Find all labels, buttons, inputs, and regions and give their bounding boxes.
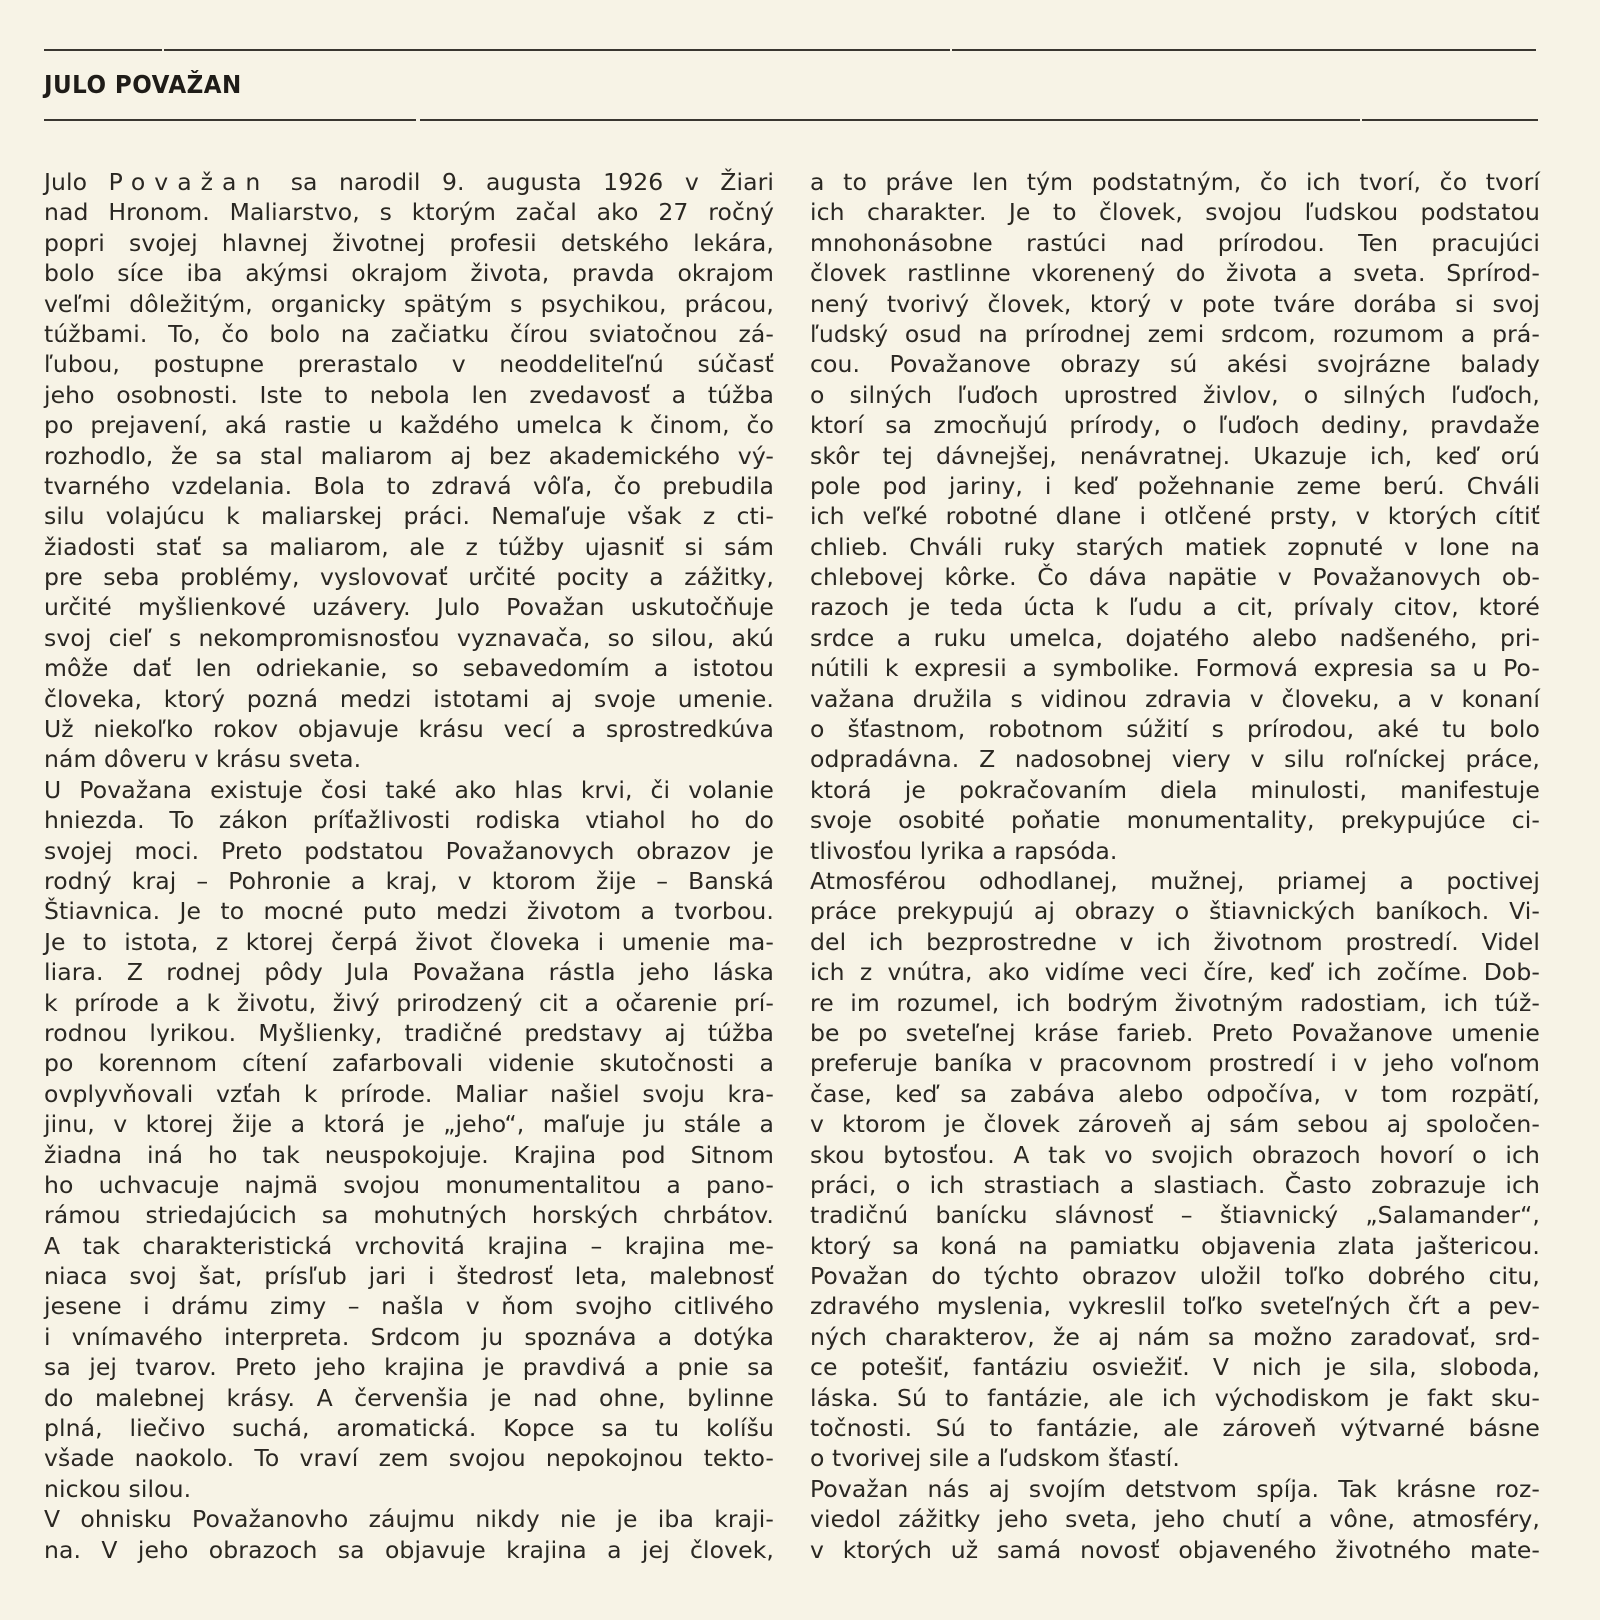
text-line: po prejavení, aká rastie u každého umelca k činom, čo — [44, 411, 774, 440]
text-line: re im rozumel, ich bodrým životným radostiam, ich túž- — [810, 988, 1540, 1017]
top-rule-middle — [164, 49, 950, 51]
text-line: nickou silou. — [44, 1474, 192, 1503]
text-line: po korennom cítení zafarbovali videnie skutočnosti a — [44, 1049, 774, 1078]
text-line: ktorí sa zmocňujú prírody, o ľuďoch dediny, pravdaže — [810, 411, 1540, 440]
text-line: ľudský osud na prírodnej zemi srdcom, rozumom a prá- — [810, 319, 1540, 348]
text-line: skou bytosťou. A tak vo svojich obrazoch hovorí o ich — [810, 1140, 1540, 1169]
bottom-rule-middle — [420, 119, 1360, 121]
text-line: rodnou lyrikou. Myšlienky, tradičné predstavy aj túžba — [44, 1018, 774, 1047]
text-line: všade naokolo. To vraví zem svojou nepokojnou tekto- — [44, 1444, 774, 1473]
text-line: liara. Z rodnej pôdy Jula Považana rástla jeho láska — [44, 958, 774, 987]
text-line: ho uchvacuje najmä svojou monumentalitou a pano- — [44, 1170, 774, 1199]
text-line: nený tvorivý človek, ktorý v pote tváre dorába si svoj — [810, 289, 1540, 318]
text-line: sa jej tvarov. Preto jeho krajina je pravdivá a pnie sa — [44, 1353, 774, 1382]
text-line: veľmi dôležitým, organicky spätým s psychikou, prácou, — [44, 289, 774, 318]
text-line: Julo Považan sa narodil 9. augusta 1926 v Žiari — [44, 168, 775, 196]
text-line: popri svojej hlavnej životnej profesii detského lekára, — [44, 228, 774, 257]
text-line: človek rastlinne vkorenený do života a sveta. Sprírod- — [810, 259, 1540, 288]
text-line: k prírode a k životu, živý prirodzený cit a očarenie prí- — [44, 988, 774, 1017]
text-line: niaca svoj šat, prísľub jari i štedrosť leta, malebnosť — [44, 1262, 774, 1291]
text-line: zdravého myslenia, vykreslil toľko sveteľných čŕt a pev- — [810, 1292, 1540, 1321]
text-line: ce potešiť, fantáziu osviežiť. V nich je sila, sloboda, — [810, 1353, 1540, 1382]
text-line: o silných ľuďoch uprostred živlov, o silných ľuďoch, — [810, 380, 1540, 409]
text-line: môže dať len odriekanie, so sebavedomím a istotou — [44, 654, 774, 683]
text-line: važana družila s vidinou zdravia v človeku, a v konaní — [810, 684, 1540, 713]
text-line: ľubou, postupne prerastalo v neoddeliteľnú súčasť — [44, 350, 774, 379]
text-line: ných charakterov, že aj nám sa možno zaradovať, srd- — [810, 1322, 1540, 1351]
text-line: silu volajúcu k maliarskej práci. Nemaľuje však z cti- — [44, 502, 774, 531]
text-line: cou. Považanove obrazy sú akési svojrázne balady — [810, 350, 1540, 379]
text-line: o šťastnom, robotnom súžití s prírodou, aké tu bolo — [810, 715, 1540, 744]
text-line: v ktorom je človek zároveň aj sám sebou aj spoločen- — [810, 1110, 1540, 1139]
text-line: bolo síce iba akýmsi okrajom života, pravda okrajom — [44, 259, 774, 288]
left-text-column — [44, 167, 774, 1565]
text-line: svoj cieľ s nekompromisnosťou vyznavača, so silou, akú — [44, 623, 774, 652]
text-line: hniezda. To zákon príťažlivosti rodiska vtiahol ho do — [44, 806, 774, 835]
text-line: plná, liečivo suchá, aromatická. Kopce sa tu kolíšu — [44, 1414, 774, 1443]
text-line: práci, o ich strastiach a slastiach. Často zobrazuje ich — [810, 1170, 1540, 1199]
text-line: odpradávna. Z nadosobnej viery v silu roľníckej práce, — [810, 745, 1540, 774]
text-line: Je to istota, z ktorej čerpá život človeka i umenie ma- — [44, 927, 774, 956]
text-line: ovplyvňovali vzťah k prírode. Maliar našiel svoju kra- — [44, 1079, 774, 1108]
text-line: nám dôveru v krásu sveta. — [44, 745, 362, 774]
text-line: preferuje baníka v pracovnom prostredí i v jeho voľnom — [810, 1049, 1540, 1078]
text-line: ktorá je pokračovaním diela minulosti, manifestuje — [810, 775, 1540, 804]
text-line: práce prekypujú aj obrazy o štiavnických baníkoch. Vi- — [810, 897, 1540, 926]
text-line: nútili k expresii a symbolike. Formová expresia sa u Po- — [810, 654, 1540, 683]
text-line: človeka, ktorý pozná medzi istotami aj svoje umenie. — [44, 684, 774, 713]
text-line: del ich bezprostredne v ich životnom prostredí. Videl — [810, 927, 1540, 956]
text-line: jeho osobnosti. Iste to nebola len zvedavosť a túžba — [44, 380, 774, 409]
text-line: a to práve len tým podstatným, čo ich tvorí, čo tvorí — [810, 168, 1540, 196]
text-line: ktorý sa koná na pamiatku objavenia zlata jaštericou. — [810, 1231, 1540, 1260]
text-line: ich z vnútra, ako vidíme veci číre, keď ich zočíme. Dob- — [810, 958, 1540, 987]
text-line: Považan nás aj svojím detstvom spíja. Tak krásne roz- — [810, 1474, 1540, 1503]
top-rule-left — [44, 49, 162, 51]
text-line: tlivosťou lyrika a rapsóda. — [810, 836, 1118, 865]
text-line: svojej moci. Preto podstatou Považanovych obrazov je — [44, 836, 774, 865]
page-title: JULO POVAŽAN — [44, 70, 242, 99]
text-line: žiadosti stať sa maliarom, ale z túžby ujasniť si sám — [44, 532, 774, 561]
text-line: v ktorých už samá novosť objaveného životného mate- — [810, 1535, 1540, 1564]
text-line: be po sveteľnej kráse farieb. Preto Považanove umenie — [810, 1018, 1540, 1047]
text-line: i vnímavého interpreta. Srdcom ju spoznáva a dotýka — [44, 1322, 774, 1351]
text-line: pre seba problémy, vyslovovať určité pocity a zážitky, — [44, 563, 774, 592]
text-line: určité myšlienkové uzávery. Julo Považan uskutočňuje — [44, 593, 774, 622]
text-line: láska. Sú to fantázie, ale ich východiskom je fakt sku- — [810, 1383, 1540, 1412]
bottom-rule-left — [44, 119, 416, 121]
bottom-rule-right — [1362, 119, 1538, 121]
text-line: tradičnú banícku slávnosť – štiavnický „Salamander“, — [810, 1201, 1540, 1230]
text-line: U Považana existuje čosi také ako hlas krvi, či volanie — [44, 775, 774, 804]
text-line: srdce a ruku umelca, dojatého alebo nadšeného, pri- — [810, 623, 1540, 652]
text-line: svoje osobité poňatie monumentality, prekypujúce ci- — [810, 806, 1540, 835]
text-line: Štiavnica. Je to mocné puto medzi životom a tvorbou. — [44, 897, 774, 926]
text-line: chlieb. Chváli ruky starých matiek zopnuté v lone na — [810, 532, 1540, 561]
text-line: mnohonásobne rastúci nad prírodou. Ten pracujúci — [810, 228, 1540, 257]
text-line: Už niekoľko rokov objavuje krásu vecí a sprostredkúva — [44, 715, 774, 744]
text-line: V ohnisku Považanovho záujmu nikdy nie je iba kraji- — [44, 1505, 774, 1534]
text-line: skôr tej dávnejšej, nenávratnej. Ukazuje ich, keď orú — [810, 441, 1540, 470]
text-line: Atmosférou odhodlanej, mužnej, priamej a poctivej — [810, 866, 1540, 895]
text-line: do malebnej krásy. A červenšia je nad ohne, bylinne — [44, 1383, 774, 1412]
text-line: na. V jeho obrazoch sa objavuje krajina a jej človek, — [44, 1535, 774, 1564]
text-line: nad Hronom. Maliarstvo, s ktorým začal ako 27 ročný — [44, 198, 774, 227]
author-name-spaced: Považan — [108, 168, 270, 196]
text-line: jesene i drámu zimy – našla v ňom svojho citlivého — [44, 1292, 774, 1321]
top-rule-right — [952, 49, 1536, 51]
text-line: pole pod jariny, i keď požehnanie zeme berú. Chváli — [810, 471, 1540, 500]
text-line: tvarného vzdelania. Bola to zdravá vôľa, čo prebudila — [44, 471, 774, 500]
text-line: točnosti. Sú to fantázie, ale zároveň výtvarné básne — [810, 1414, 1540, 1443]
right-text-column — [810, 167, 1540, 1565]
text-line: túžbami. To, čo bolo na začiatku čírou sviatočnou zá- — [44, 319, 774, 348]
text-line: rámou striedajúcich sa mohutných horských chrbátov. — [44, 1201, 774, 1230]
text-line: Považan do týchto obrazov uložil toľko dobrého citu, — [810, 1262, 1540, 1291]
text-line: o tvorivej sile a ľudskom šťastí. — [810, 1444, 1180, 1473]
text-line: ich charakter. Je to človek, svojou ľudskou podstatou — [810, 198, 1540, 227]
text-line: A tak charakteristická vrchovitá krajina – krajina me- — [44, 1231, 774, 1260]
text-line: ich veľké robotné dlane i otlčené prsty, v ktorých cítiť — [810, 502, 1540, 531]
text-line: jinu, v ktorej žije a ktorá je „jeho“, maľuje ju stále a — [44, 1110, 774, 1139]
text-line: chlebovej kôrke. Čo dáva napätie v Považanovych ob- — [810, 563, 1540, 592]
text-line: rodný kraj – Pohronie a kraj, v ktorom žije – Banská — [44, 866, 774, 895]
text-line: razoch je teda úcta k ľudu a cit, prívaly citov, ktoré — [810, 593, 1540, 622]
text-line: čase, keď sa zabáva alebo odpočíva, v tom rozpätí, — [810, 1079, 1540, 1108]
text-line: žiadna iná ho tak neuspokojuje. Krajina pod Sitnom — [44, 1140, 774, 1169]
text-line: viedol zážitky jeho sveta, jeho chutí a vône, atmosféry, — [810, 1505, 1540, 1534]
text-line: rozhodlo, že sa stal maliarom aj bez akademického vý- — [44, 441, 774, 470]
